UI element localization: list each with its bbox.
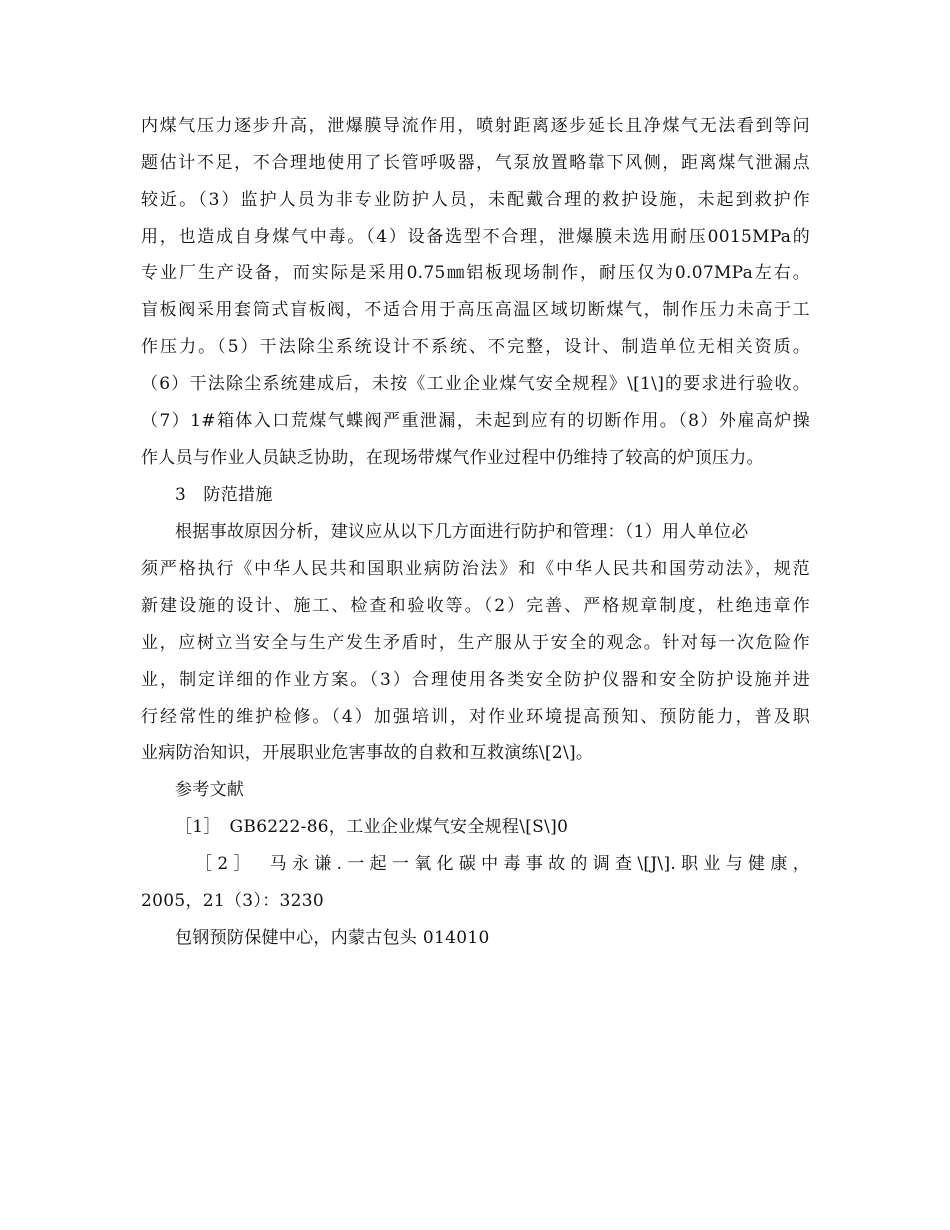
measures-line: 行经常性的维护检修。（4）加强培训，对作业环境提高预知、预防能力，普及职	[141, 707, 810, 727]
measures-line: 根据事故原因分析，建议应从以下几方面进行防护和管理：（1）用人单位必	[175, 522, 749, 542]
measures-line: 业，应树立当安全与生产发生矛盾时，生产服从于安全的观念。针对每一次危险作	[141, 633, 810, 653]
section-heading: 3 防范措施	[175, 485, 273, 505]
body-line: 内煤气压力逐步升高，泄爆膜导流作用，喷射距离逐步延长且净煤气无法看到等问	[141, 116, 810, 136]
body-line: 用，也造成自身煤气中毒。（4）设备选型不合理，泄爆膜未选用耐压0015MPa的	[141, 227, 810, 247]
reference-item: ［2］ 马永谦.一起一氧化碳中毒事故的调查\[J\].职业与健康，	[195, 854, 810, 874]
body-line: （6）干法除尘系统建成后，未按《工业企业煤气安全规程》\[1\]的要求进行验收。	[141, 374, 810, 394]
body-line: 较近。（3）监护人员为非专业防护人员，未配戴合理的救护设施，未起到救护作	[141, 190, 810, 210]
body-line: （7）1#箱体入口荒煤气蝶阀严重泄漏，未起到应有的切断作用。（8）外雇高炉操	[141, 411, 810, 431]
body-line: 作人员与作业人员缺乏协助，在现场带煤气作业过程中仍维持了较高的炉顶压力。	[141, 448, 764, 468]
body-line: 专业厂生产设备，而实际是采用0.75㎜铝板现场制作，耐压仅为0.07MPa左右。	[141, 263, 810, 283]
body-line: 作压力。（5）干法除尘系统设计不系统、不完整，设计、制造单位无相关资质。	[141, 337, 810, 357]
body-line: 盲板阀采用套筒式盲板阀，不适合用于高压高温区域切断煤气，制作压力未高于工	[141, 300, 810, 320]
measures-line: 新建设施的设计、施工、检查和验收等。（2）完善、严格规章制度，杜绝违章作	[141, 596, 810, 616]
body-line: 题估计不足，不合理地使用了长管呼吸器，气泵放置略靠下风侧，距离煤气泄漏点	[141, 153, 810, 173]
reference-item: ［1］ GB6222-86，工业企业煤气安全规程\[S\]0	[175, 817, 569, 837]
reference-item-continuation: 2005，21（3）：3230	[141, 891, 324, 911]
author-affiliation: 包钢预防保健中心，内蒙古包头 014010	[175, 928, 490, 948]
references-heading: 参考文献	[175, 780, 245, 800]
measures-line: 须严格执行《中华人民共和国职业病防治法》和《中华人民共和国劳动法》，规范	[141, 559, 810, 579]
measures-line: 业，制定详细的作业方案。（3）合理使用各类安全防护仪器和安全防护设施并进	[141, 670, 810, 690]
measures-line: 业病防治知识，开展职业危害事故的自救和互救演练\[2\]。	[141, 743, 594, 763]
